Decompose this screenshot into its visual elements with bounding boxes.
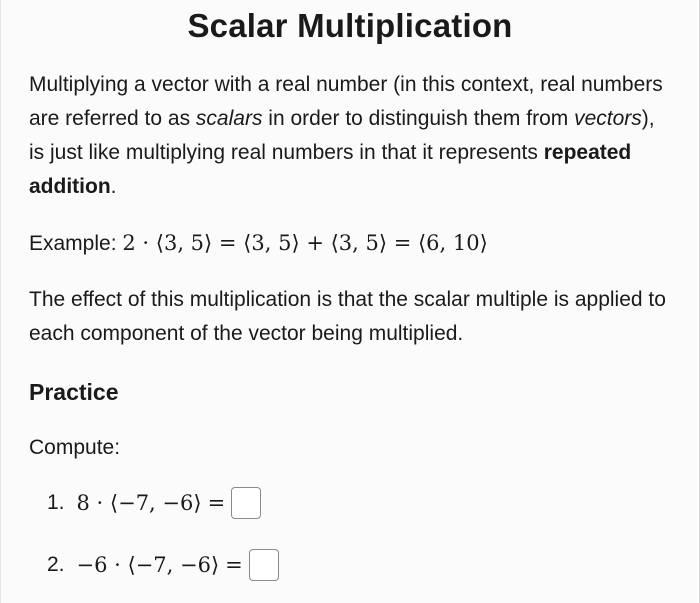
intro-paragraph bbox=[29, 68, 671, 204]
problem-expression: 8 · ⟨−7, −6⟩ bbox=[76, 491, 202, 515]
vectors-term: vectors bbox=[574, 107, 642, 130]
example-label: Example: bbox=[29, 232, 117, 255]
effect-paragraph: The effect of this multiplication is that the scalar multiple is applied to each component of the vector being multiplied. bbox=[29, 288, 666, 345]
answer-input-2[interactable] bbox=[249, 549, 279, 581]
problem-number: 1. bbox=[47, 491, 65, 514]
intro-text-4: . bbox=[110, 175, 117, 198]
problem-list bbox=[29, 483, 671, 585]
problem-number: 2. bbox=[47, 553, 65, 576]
example-line bbox=[29, 226, 671, 261]
compute-label: Compute: bbox=[29, 436, 121, 459]
scalars-term: scalars bbox=[195, 107, 263, 130]
intro-text-2: in order to distinguish them from bbox=[262, 107, 575, 130]
intro-text-3: ), is just like multiplying real numbers in that it represents bbox=[29, 107, 655, 164]
problem-item-2 bbox=[29, 545, 671, 585]
intro-text-1: Multiplying a vector with a real number (in this context, real numbers are referred to as bbox=[29, 73, 663, 130]
equals-sign: = bbox=[207, 491, 226, 515]
problem-item-1 bbox=[29, 483, 671, 523]
repeated-addition-term: repeated addition bbox=[29, 141, 632, 198]
problem-expression: −6 · ⟨−7, −6⟩ bbox=[76, 553, 220, 577]
answer-input-1[interactable] bbox=[231, 487, 261, 519]
practice-heading: Practice bbox=[29, 379, 119, 405]
page-title: Scalar Multiplication bbox=[187, 7, 513, 44]
example-math: 2 · ⟨3, 5⟩ = ⟨3, 5⟩ + ⟨3, 5⟩ = ⟨6, 10⟩ bbox=[122, 231, 488, 255]
equals-sign: = bbox=[225, 553, 243, 577]
